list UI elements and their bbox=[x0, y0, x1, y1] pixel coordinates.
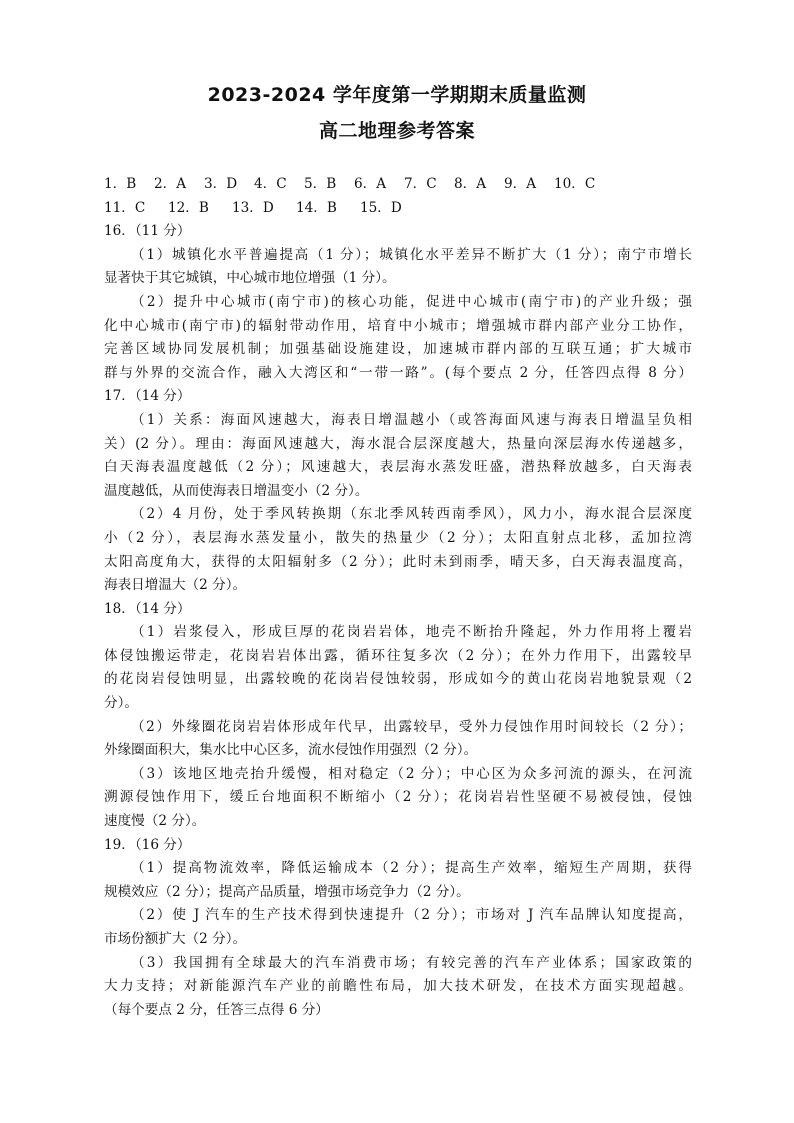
answer-line: （2）外缘圈花岗岩岩体形成年代早，出露较早，受外力侵蚀作用时间较长（2 分）； bbox=[131, 718, 692, 735]
answer-line: 的花岗岩侵蚀明显，出露较晚的花岗岩侵蚀较弱，形成如今的黄山花岗岩地貌景观（2 bbox=[104, 671, 692, 688]
choice-answer: 8．A bbox=[454, 176, 487, 192]
answer-line: 小（2 分），表层海水蒸发量小，散失的热量少（2 分）；太阳直射点北移，孟加拉湾 bbox=[104, 529, 692, 546]
answer-line: （2）提升中心城市(南宁市)的核心功能，促进中心城市(南宁市)的产业升级；强 bbox=[131, 293, 692, 310]
page-subtitle: 高二地理参考答案 bbox=[318, 120, 475, 142]
choice-answer: 12．B bbox=[168, 199, 209, 216]
answer-line: （1）提高物流效率，降低运输成本（2 分）；提高生产效率，缩短生产周期，获得 bbox=[131, 860, 692, 877]
answer-line: 海表日增温大（2 分）。 bbox=[104, 577, 247, 594]
choice-answer: 14．B bbox=[296, 199, 337, 216]
choice-answer: 9．A bbox=[504, 176, 537, 192]
choice-answers-row-2 bbox=[104, 197, 692, 221]
answer-line: 溯源侵蚀作用下，缓丘台地面积不断缩小（2 分）；花岗岩岩性坚硬不易被侵蚀，侵蚀 bbox=[104, 789, 692, 806]
choice-answer: 4．C bbox=[254, 176, 287, 192]
page-title: 2023-2024 学年度第一学期期末质量监测 bbox=[207, 84, 587, 106]
choice-answer: 5．B bbox=[304, 176, 337, 192]
answer-line: 太阳高度角大，获得的太阳辐射多（2 分）；此时未到雨季，晴天多，白天海表温度高， bbox=[104, 553, 692, 570]
answer-line: （2）4 月份，处于季风转换期（东北季风转西南季风），风力小，海水混合层深度 bbox=[131, 506, 692, 523]
answer-line: 大力支持；对新能源汽车产业的前瞻性布局，加大技术研发，在技术方面实现超越。 bbox=[104, 978, 692, 995]
question-heading-18: 18．（14 分） bbox=[104, 600, 191, 617]
choice-answer: 3．D bbox=[204, 176, 238, 192]
answer-line: 规模效应（2 分）；提高产品质量，增强市场竞争力（2 分）。 bbox=[104, 883, 470, 900]
answer-line: （1）岩浆侵入，形成巨厚的花岗岩岩体，地壳不断抬升隆起，外力作用将上覆岩 bbox=[131, 624, 692, 641]
answer-line: （2）使 J 汽车的生产技术得到快速提升（2 分）；市场对 J 汽车品牌认知度提高， bbox=[131, 907, 692, 924]
answer-line: 群与外界的交流合作，融入大湾区和“一带一路”。(每个要点 2 分，任答四点得 8 分） bbox=[104, 364, 692, 381]
choice-answer: 15．D bbox=[360, 199, 402, 216]
choice-answer: 6．A bbox=[354, 176, 387, 192]
answer-line: 关）(2 分）。理由：海面风速越大，海水混合层深度越大，热量向深层海水传递越多， bbox=[104, 435, 692, 452]
question-heading-19: 19．（16 分） bbox=[104, 836, 191, 853]
answer-line: （每个要点 2 分，任答三点得 6 分） bbox=[104, 1001, 329, 1018]
answer-line: 化中心城市(南宁市)的辐射带动作用，培育中小城市；增强城市群内部产业分工协作， bbox=[104, 317, 692, 334]
answer-line: 显著快于其它城镇，中心城市地位增强（1 分）。 bbox=[104, 270, 396, 287]
answer-line: （1）城镇化水平普遍提高（1 分）；城镇化水平差异不断扩大（1 分）；南宁市增长 bbox=[131, 246, 692, 263]
answer-line: 市场份额扩大（2 分）。 bbox=[104, 931, 247, 947]
answer-line: 速度慢（2 分）。 bbox=[104, 813, 206, 830]
question-heading-17: 17．（14 分） bbox=[104, 388, 191, 405]
choice-answer: 7．C bbox=[404, 176, 437, 192]
answer-line: （1）关系：海面风速越大，海表日增温越小（或答海面风速与海表日增温呈负相 bbox=[131, 411, 692, 428]
choice-answer: 10．C bbox=[554, 176, 596, 192]
choice-answer: 1．B bbox=[104, 176, 137, 192]
choice-answer: 13．D bbox=[232, 199, 274, 216]
answer-line: 完善区域协同发展机制；加强基础设施建设，加速城市群内部的互联互通；扩大城市 bbox=[104, 341, 692, 358]
answer-line: （3）该地区地壳抬升缓慢，相对稳定（2 分）；中心区为众多河流的源头，在河流 bbox=[131, 765, 692, 782]
answer-body bbox=[104, 173, 692, 1022]
answer-line: （3）我国拥有全球最大的汽车消费市场；有较完善的汽车产业体系；国家政策的 bbox=[131, 954, 692, 971]
answer-line: 外缘圈面积大，集水比中心区多，流水侵蚀作用强烈（2 分）。 bbox=[104, 742, 478, 759]
choice-answers-row-1 bbox=[104, 173, 692, 197]
answer-line: 温度越低，从而使海表日增温变小（2 分）。 bbox=[104, 482, 369, 499]
answer-line: 体侵蚀搬运带走，花岗岩岩体出露，循环往复多次（2 分）；在外力作用下，出露较早 bbox=[104, 647, 692, 664]
choice-answer: 11．C bbox=[104, 199, 146, 216]
choice-answer: 2．A bbox=[154, 176, 187, 192]
question-heading-16: 16．（11 分） bbox=[104, 223, 191, 240]
answer-line: 分）。 bbox=[104, 695, 138, 712]
answer-line: 白天海表温度越低（2 分）；风速越大，表层海水蒸发旺盛，潜热释放越多，白天海表 bbox=[104, 459, 692, 476]
